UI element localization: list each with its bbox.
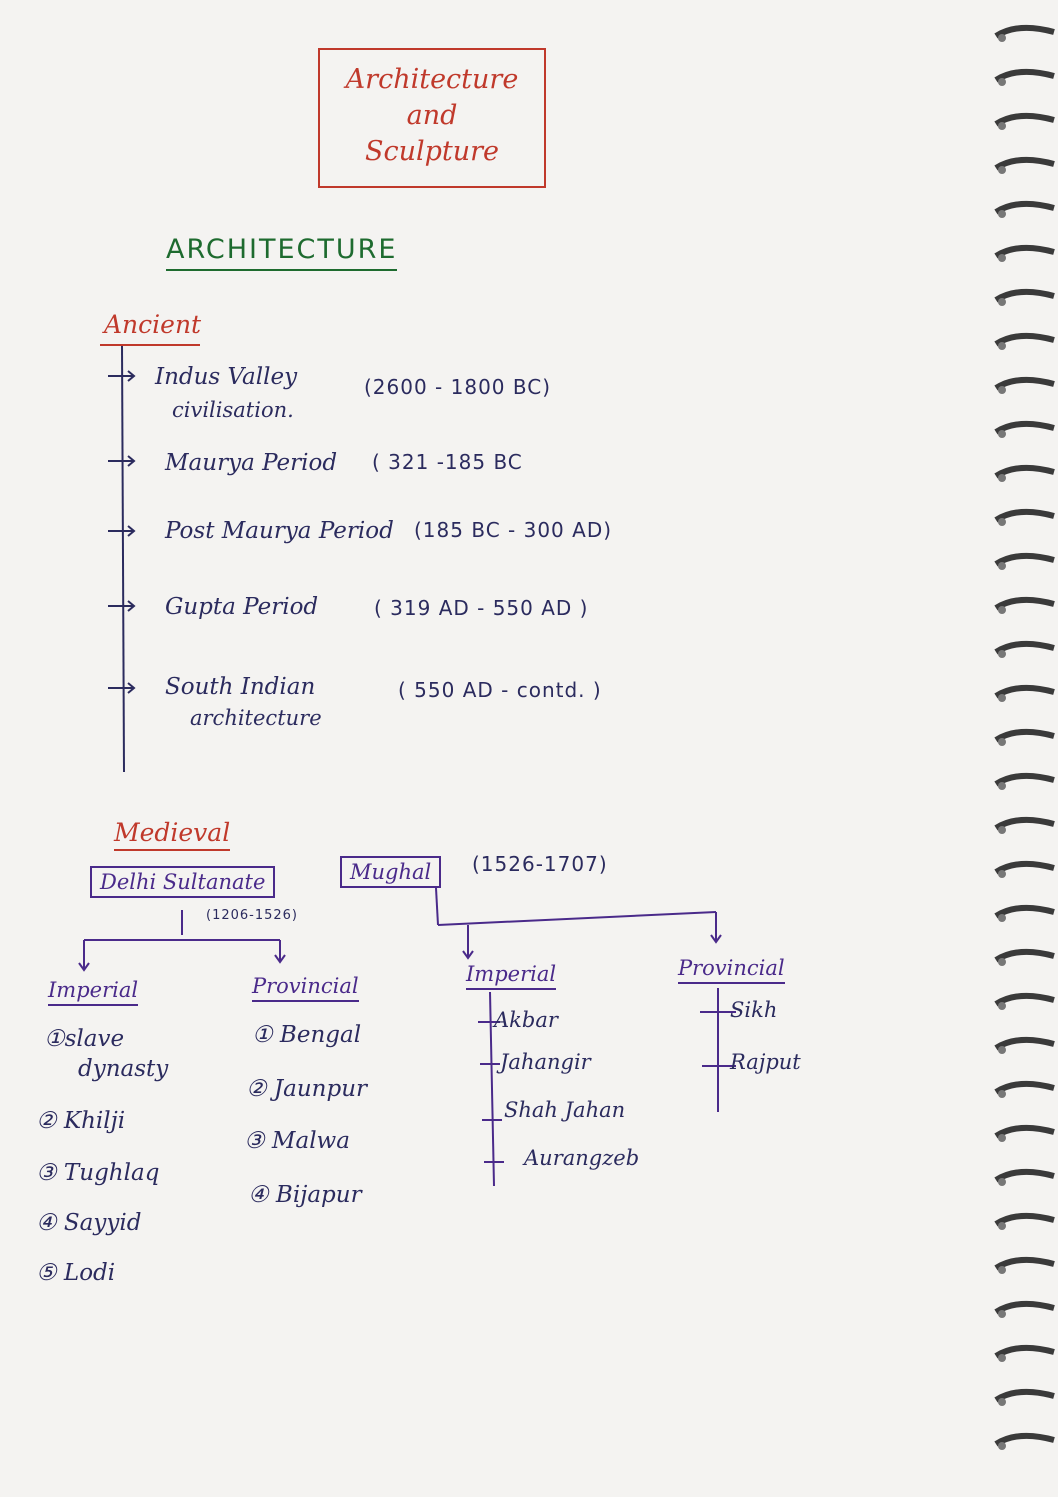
arrow-icon	[275, 940, 285, 962]
arrow-icon	[463, 925, 473, 958]
delhi-imperial-label: Imperial	[48, 978, 138, 1006]
architecture-heading: ARCHITECTURE	[166, 234, 397, 271]
list-item: Jahangir	[500, 1050, 591, 1074]
list-item: ④ Sayyid	[36, 1210, 142, 1236]
list-item: ⑤ Lodi	[36, 1260, 116, 1286]
list-item: Akbar	[494, 1008, 558, 1032]
mughal-dates: (1526-1707)	[472, 852, 608, 876]
list-item: ② Khilji	[36, 1108, 126, 1134]
ancient-item-dates: ( 550 AD - contd. )	[398, 678, 602, 702]
list-item: ① Bengal	[252, 1022, 362, 1048]
ancient-timeline-line	[122, 345, 124, 772]
delhi-sultanate-dates: (1206-1526)	[206, 908, 299, 923]
ancient-item-name: Post Maurya Period	[165, 518, 394, 544]
title-line-1: Architecture	[345, 64, 519, 95]
list-item: dynasty	[78, 1056, 169, 1082]
ancient-item-name-2: civilisation.	[172, 398, 294, 422]
arrow-icon	[108, 601, 134, 611]
arrow-icon	[711, 912, 721, 942]
ancient-item-dates: (185 BC - 300 AD)	[414, 518, 613, 542]
title-box	[318, 48, 546, 188]
list-item: ④ Bijapur	[248, 1182, 362, 1208]
arrow-icon	[108, 683, 134, 693]
ancient-item-dates: (2600 - 1800 BC)	[364, 375, 552, 399]
title-line-2: and	[406, 100, 458, 131]
ancient-item-name: Maurya Period	[165, 450, 338, 476]
ancient-item-name: South Indian	[165, 674, 316, 700]
medieval-label: Medieval	[114, 818, 230, 851]
arrow-icon	[108, 371, 134, 381]
mughal-provincial-label: Provincial	[678, 956, 785, 984]
mughal-imperial-label: Imperial	[466, 962, 556, 990]
delhi-sultanate-box: Delhi Sultanate	[90, 866, 275, 898]
title-line-3: Sculpture	[364, 136, 500, 167]
delhi-provincial-label: Provincial	[252, 974, 359, 1002]
ancient-label: Ancient	[104, 310, 202, 339]
list-item: Aurangzeb	[524, 1146, 640, 1170]
ancient-item-dates: ( 319 AD - 550 AD )	[374, 596, 589, 620]
ancient-item-name: Indus Valley	[155, 364, 298, 390]
ancient-item-name-2: architecture	[190, 706, 322, 730]
ancient-item-dates: ( 321 -185 BC	[372, 450, 523, 474]
mughal-box: Mughal	[340, 856, 441, 888]
arrow-icon	[108, 456, 134, 466]
list-item: Rajput	[730, 1050, 801, 1074]
list-item: Shah Jahan	[504, 1098, 626, 1122]
arrow-icon	[79, 940, 89, 970]
list-item: ①slave	[44, 1026, 125, 1052]
arrow-icon	[108, 526, 134, 536]
list-item: ③ Malwa	[244, 1128, 350, 1154]
ancient-item-name: Gupta Period	[165, 594, 319, 620]
list-item: ③ Tughlaq	[36, 1160, 160, 1186]
list-item: ② Jaunpur	[246, 1076, 368, 1102]
list-item: Sikh	[730, 998, 778, 1022]
